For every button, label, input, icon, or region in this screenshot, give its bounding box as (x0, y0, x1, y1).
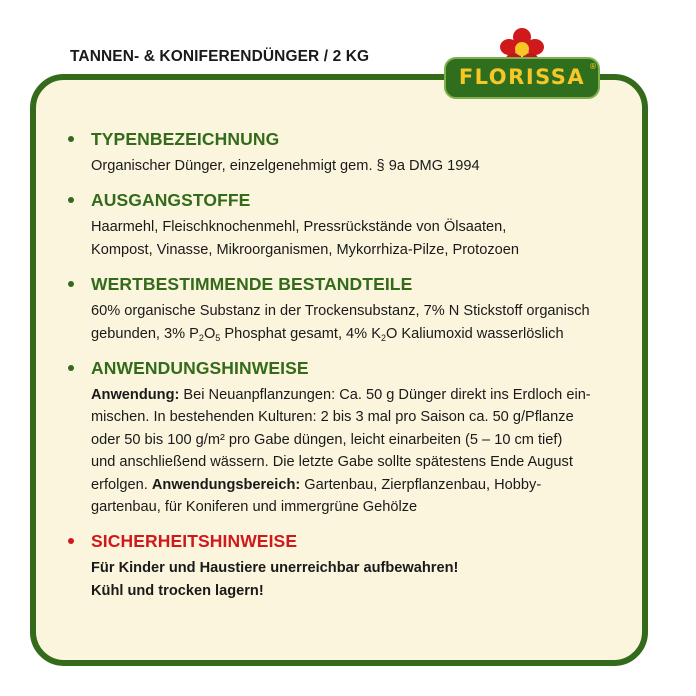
body-line: und anschließend wässern. Die letzte Gabe sollte spätestens Ende August (91, 454, 573, 471)
sections (68, 128, 628, 602)
inline-label: Anwendungsbereich: (151, 476, 301, 493)
section-anwendungshinweise (68, 357, 628, 518)
text-part: Phosphat gesamt, 4% K (220, 325, 381, 342)
section-body (91, 216, 628, 261)
text-part: Gartenbau, Zierpflanzenbau, Hobby- (300, 476, 542, 493)
body-line: mischen. In bestehenden Kulturen: 2 bis 3 mal pro Saison ca. 50 g/Pflanze (91, 409, 574, 426)
section-heading: WERTBESTIMMENDE BESTANDTEILE (91, 274, 413, 295)
section-body (91, 300, 628, 345)
section-body (91, 384, 628, 518)
text-part: Bei Neuanpflanzungen: Ca. 50 g Dünger direkt ins Erdloch ein- (179, 387, 591, 404)
section-ausgangsstoffe (68, 189, 628, 261)
bullet-icon (68, 136, 74, 142)
bullet-icon (68, 197, 74, 203)
section-heading: ANWENDUNGSHINWEISE (91, 358, 309, 379)
body-line: Organischer Dünger, einzelgenehmigt gem. § 9a DMG 1994 (91, 158, 480, 174)
body-line-nutrients (91, 323, 628, 345)
section-heading: AUSGANGSTOFFE (91, 190, 251, 211)
bullet-icon (68, 538, 74, 544)
subscript: 2 (198, 332, 204, 343)
inline-label: Anwendung: (91, 387, 180, 404)
section-sicherheitshinweise (68, 530, 628, 602)
product-title: TANNEN- & KONIFERENDÜNGER / 2 KG (70, 48, 370, 65)
text-part: O Kaliumoxid wasserlöslich (385, 325, 564, 342)
section-typenbezeichnung (68, 128, 628, 177)
body-line: Für Kinder und Haustiere unerreichbar aufbewahren! (91, 560, 459, 577)
bullet-icon (68, 281, 74, 287)
body-line (91, 384, 628, 406)
body-line: Haarmehl, Fleischknochenmehl, Pressrückstände von Ölsaaten, (91, 219, 507, 236)
subscript: 2 (380, 332, 386, 343)
text-part: O (203, 325, 216, 342)
section-heading: TYPENBEZEICHNUNG (91, 129, 280, 149)
section-body (91, 557, 628, 602)
body-line: oder 50 bis 100 g/m² pro Gabe düngen, leicht einarbeiten (5 – 10 cm tief) (91, 431, 563, 448)
text-part: gebunden, 3% P (91, 325, 199, 342)
section-heading: SICHERHEITSHINWEISE (91, 531, 298, 552)
body-line: Kompost, Vinasse, Mikroorganismen, Mykorrhiza-Pilze, Protozoen (91, 241, 519, 258)
subscript: 5 (215, 332, 221, 343)
text-part: erfolgen. (91, 476, 152, 493)
body-line: gartenbau, für Koniferen und immergrüne Gehölze (91, 499, 418, 516)
bullet-icon (68, 365, 74, 371)
section-body (91, 155, 628, 177)
florissa-logo (438, 27, 608, 105)
body-line: Kühl und trocken lagern! (91, 582, 264, 599)
section-wertbestimmende-bestandteile (68, 273, 628, 345)
body-line (91, 474, 628, 496)
registered-mark: ® (589, 62, 597, 71)
body-line: 60% organische Substanz in der Trockensubstanz, 7% N Stickstoff organisch (91, 303, 590, 320)
logo-text: FLORISSA (458, 65, 586, 89)
